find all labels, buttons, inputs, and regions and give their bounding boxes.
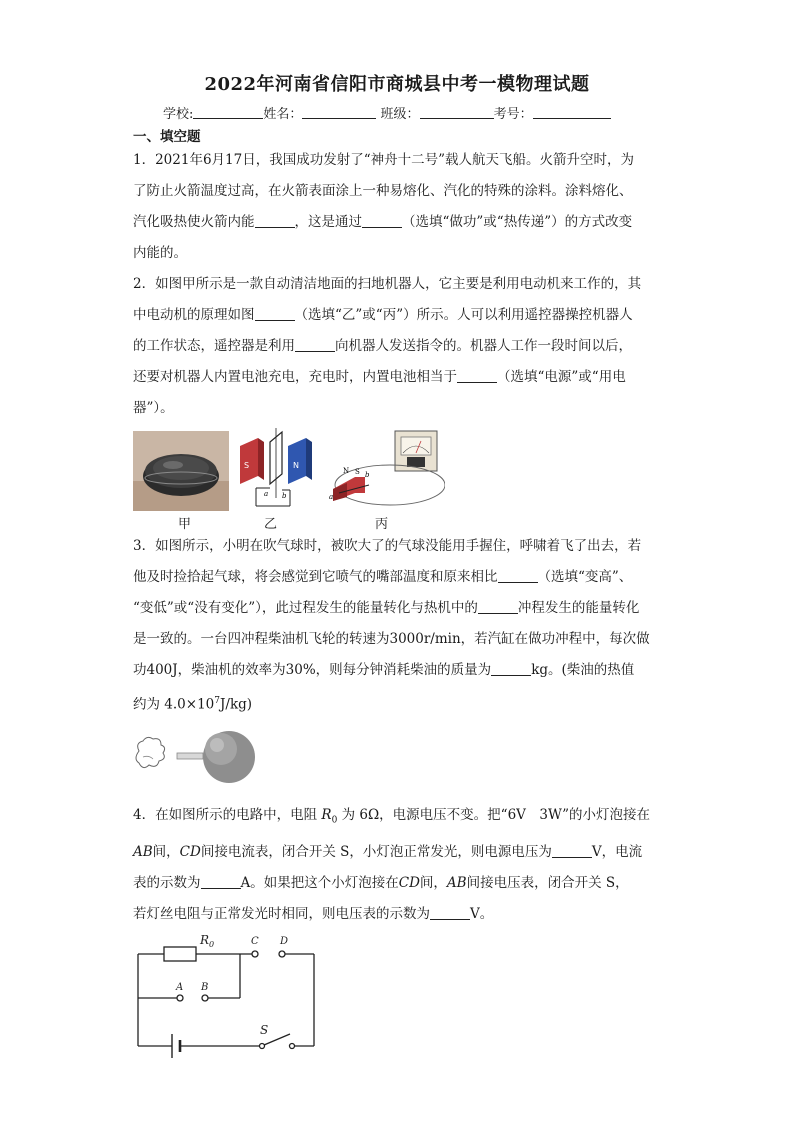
exam-no-label: 考号： <box>493 107 533 122</box>
terminal-b <box>202 995 208 1001</box>
question-3 <box>133 531 663 721</box>
q3-text: “变低”或“没有变化”），此过程发生的能量转化与热机中的 <box>133 600 478 616</box>
circuit-diagram <box>130 930 320 1060</box>
q3-line4: 是一致的。一台四冲程柴油机飞轮的转速为3000r/min，若汽缸在做功冲程中，每次做 <box>133 631 650 647</box>
q3-text: 冲程发生的能量转化 <box>517 600 640 616</box>
resistor-subscript: 0 <box>331 815 338 826</box>
q4-text: 间接电压表，闭合开关 S， <box>466 874 629 891</box>
q2-text: 还要对机器人内置电池充电，充电时，内置电池相当于 <box>133 369 457 385</box>
q3-text: kg。(柴油的热值 <box>531 662 635 678</box>
q1-line2: 了防止火箭温度过高，在火箭表面涂上一种易熔化、汽化的特殊的涂料。涂料熔化、 <box>133 183 633 199</box>
q3-line1: 3．如图所示，小明在吹气球时，被吹大了的气球没能用手握住，呼啸着飞了出去，若 <box>133 538 642 554</box>
q1-text: 汽化吸热使火箭内能 <box>133 214 255 230</box>
school-label: 学校: <box>163 107 194 122</box>
caption-jia: 甲 <box>178 517 192 532</box>
q4-text: 表的示数为 <box>133 874 201 891</box>
s-label: S <box>260 1023 269 1037</box>
q2-text: 的工作状态，遥控器是利用 <box>133 338 295 354</box>
magnet-n-label: N <box>293 461 299 470</box>
name-label: 姓名： <box>263 107 303 122</box>
answer-blank[interactable] <box>498 568 538 583</box>
terminal-cd: CD <box>398 874 420 891</box>
q3-line2 <box>133 562 663 593</box>
name-blank[interactable] <box>302 106 376 119</box>
magnet-n-label: N <box>343 467 350 475</box>
q3-text: J/kg) <box>220 696 253 713</box>
balloon-image <box>133 727 259 789</box>
exponent: 7 <box>214 696 220 706</box>
wire-b-label: b <box>365 471 370 479</box>
q4-line3 <box>133 868 663 899</box>
q1-line1: 1．2021年6月17日，我国成功发射了“神舟十二号”载人航天飞船。火箭升空时，为 <box>133 152 635 168</box>
robot-vacuum-image <box>133 431 229 511</box>
answer-blank[interactable] <box>255 306 295 321</box>
answer-blank[interactable] <box>201 874 241 889</box>
caption-yi: 乙 <box>264 517 278 532</box>
answer-blank[interactable] <box>430 905 470 920</box>
d-label: D <box>280 936 289 947</box>
question-1 <box>133 145 663 269</box>
r0-subscript: 0 <box>209 940 215 949</box>
terminal-a <box>177 995 183 1001</box>
q2-text: 中电动机的原理如图 <box>133 307 255 323</box>
page-title: 2022年河南省信阳市商城县中考一模物理试题 <box>204 74 590 95</box>
q4-text: V。 <box>470 905 494 922</box>
question-2 <box>133 269 663 424</box>
school-blank[interactable] <box>193 106 263 119</box>
c-label: C <box>251 936 259 947</box>
student-info-row <box>163 103 611 122</box>
exam-no-blank[interactable] <box>533 106 611 119</box>
r0-label: R <box>200 933 210 947</box>
caption-bing: 丙 <box>375 517 389 532</box>
terminal-ab: AB <box>133 843 153 860</box>
generator-diagram <box>325 427 445 509</box>
magnet-s-label: S <box>244 461 250 470</box>
q1-text: （选填“做功”或“热传递”）的方式改变 <box>402 214 633 230</box>
answer-blank[interactable] <box>295 337 335 352</box>
q3-text: （选填“变高”、 <box>537 569 633 585</box>
q2-line5: 器”）。 <box>133 400 174 416</box>
q3-line6 <box>133 686 663 721</box>
q4-text: V，电流 <box>591 843 643 860</box>
q1-line4: 内能的。 <box>133 245 187 261</box>
b-label: B <box>201 982 209 993</box>
magnet-s-label: S <box>355 468 360 476</box>
q4-line1 <box>133 800 663 837</box>
question-4 <box>133 800 663 930</box>
q4-text: 间接电流表，闭合开关 S，小灯泡正常发光，则电源电压为 <box>200 843 552 860</box>
section-heading: 一、填空题 <box>133 129 201 145</box>
q3-line3 <box>133 593 663 624</box>
q2-text: （选填“乙”或“丙”）所示。人可以利用遥控器操控机器人 <box>294 307 633 323</box>
q1-line3 <box>133 207 663 238</box>
q3-text: 功400J，柴油机的效率为30%，则每分钟消耗柴油的质量为 <box>133 662 492 678</box>
terminal-c <box>252 951 258 957</box>
terminal-ab: AB <box>446 874 467 891</box>
q4-text: 间， <box>419 874 447 891</box>
class-blank[interactable] <box>420 106 494 119</box>
answer-blank[interactable] <box>491 661 531 676</box>
coil-b-label: b <box>282 492 287 500</box>
answer-blank[interactable] <box>552 843 592 858</box>
class-label: 班级： <box>380 107 420 122</box>
wire-a-label: a <box>329 493 334 501</box>
answer-blank[interactable] <box>255 213 295 228</box>
answer-blank[interactable] <box>478 599 518 614</box>
q2-line2 <box>133 300 663 331</box>
q4-text: A。如果把这个小灯泡接在 <box>240 874 399 891</box>
q2-line4 <box>133 362 663 393</box>
q1-text: ，这是通过 <box>294 214 362 230</box>
q4-text: 若灯丝电阻与正常发光时相同，则电压表的示数为 <box>133 905 430 922</box>
q2-text: 向机器人发送指令的。机器人工作一段时间以后， <box>335 338 632 354</box>
q4-line2 <box>133 837 663 868</box>
q2-text: （选填“电源”或“用电 <box>497 369 626 385</box>
terminal-cd: CD <box>179 843 201 860</box>
q3-text: 约为 4.0×10 <box>133 696 215 713</box>
q4-text: 4．在如图所示的电路中，电阻 <box>133 807 322 823</box>
q2-line1: 2．如图甲所示是一款自动清洁地面的扫地机器人，它主要是利用电动机来工作的，其 <box>133 276 642 292</box>
q4-text: 为 6Ω，电源电压不变。把“6V 3W”的小灯泡接在 <box>337 807 651 823</box>
q4-line4 <box>133 899 663 930</box>
a-label: A <box>176 982 184 993</box>
answer-blank[interactable] <box>457 368 497 383</box>
terminal-d <box>279 951 285 957</box>
q2-line3 <box>133 331 663 362</box>
resistor-symbol: R <box>321 807 332 823</box>
motor-diagram <box>238 428 314 512</box>
answer-blank[interactable] <box>362 213 402 228</box>
q4-text: 间， <box>152 843 180 860</box>
resistor-r0 <box>164 947 196 961</box>
coil-a-label: a <box>264 490 269 498</box>
q3-text: 他及时捡拾起气球，将会感觉到它喷气的嘴部温度和原来相比 <box>133 569 498 585</box>
q3-line5 <box>133 655 663 686</box>
